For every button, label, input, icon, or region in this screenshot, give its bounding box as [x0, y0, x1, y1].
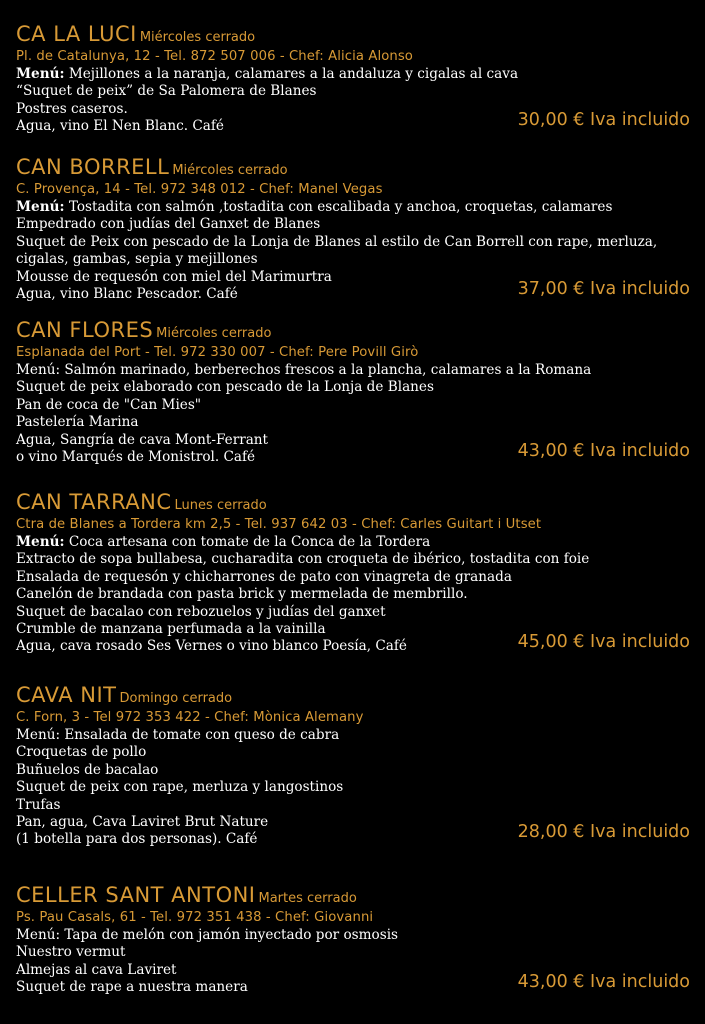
restaurant-name: CELLER SANT ANTONI [16, 883, 256, 907]
restaurant-info: Pl. de Catalunya, 12 - Tel. 872 507 006 - Chef: Alicia Alonso [16, 49, 413, 64]
price: 28,00 € Iva incluido [517, 822, 690, 842]
menu-item: Coca artesana con tomate de la Conca de la Tordera [68, 534, 431, 550]
menu-line [16, 199, 696, 216]
menu-line: Croquetas de pollo [16, 744, 147, 761]
restaurant-can-borrell [16, 157, 696, 303]
restaurant-heading [16, 492, 696, 516]
closing-day: Miércoles cerrado [139, 30, 256, 45]
menu-line: Crumble de manzana perfumada a la vainilla [16, 621, 326, 638]
menu-line: Agua, Sangría de cava Mont-Ferrant [16, 431, 269, 448]
menu-label: Menú: [16, 534, 65, 550]
restaurant-heading [16, 320, 696, 344]
menu-label: Menú: [16, 66, 65, 82]
restaurant-name: CA LA LUCI [16, 22, 137, 46]
restaurant-cava-nit [16, 685, 696, 849]
menu-line [16, 66, 696, 83]
menu-line: Suquet de bacalao con rebozuelos y judías del ganxet [16, 603, 386, 620]
menu-line: cigalas, gambas, sepia y mejillones [16, 251, 258, 268]
restaurant-ca-la-luci [16, 24, 696, 136]
menu-line: Pan de coca de "Can Mies" [16, 396, 202, 413]
menu-line: Almejas al cava Laviret [16, 961, 177, 978]
menu-line: “Suquet de peix” de Sa Palomera de Blanes [16, 83, 317, 100]
price: 37,00 € Iva incluido [517, 279, 690, 299]
menu-line: Pastelería Marina [16, 414, 139, 431]
menu-line: Extracto de sopa bullabesa, cucharadita con croqueta de ibérico, tostadita con foie [16, 551, 590, 568]
restaurant-can-tarranc [16, 492, 696, 656]
restaurant-info: C. Forn, 3 - Tel 972 353 422 - Chef: Mònica Alemany [16, 710, 364, 725]
closing-day: Lunes cerrado [174, 498, 267, 513]
restaurant-celler-sant-antoni [16, 885, 696, 997]
price: 43,00 € Iva incluido [517, 441, 690, 461]
price: 43,00 € Iva incluido [517, 972, 690, 992]
restaurant-heading [16, 685, 696, 709]
menu-label: Menú: [16, 199, 65, 215]
restaurant-name: CAVA NIT [16, 683, 117, 707]
menu-line: Nuestro vermut [16, 944, 126, 961]
restaurant-info: Esplanada del Port - Tel. 972 330 007 - Chef: Pere Povill Girò [16, 345, 419, 360]
menu-line: Suquet de peix con rape, merluza y langostinos [16, 779, 344, 796]
menu-line: Suquet de peix elaborado con pescado de la Lonja de Blanes [16, 379, 434, 396]
menu-line: o vino Marqués de Monistrol. Café [16, 449, 256, 466]
restaurant-heading [16, 885, 696, 909]
menu-item: Tostadita con salmón ,tostadita con escalibada y anchoa, croquetas, calamares [68, 199, 613, 215]
restaurant-name: CAN TARRANC [16, 490, 172, 514]
closing-day: Miércoles cerrado [156, 326, 272, 341]
menu-line: Canelón de brandada con pasta brick y mermelada de membrillo. [16, 586, 468, 603]
price: 45,00 € Iva incluido [517, 632, 690, 652]
menu-line: Agua, vino Blanc Pescador. Café [16, 286, 238, 303]
closing-day: Miércoles cerrado [172, 163, 288, 178]
menu-line: Mousse de requesón con miel del Marimurtra [16, 268, 332, 285]
menu-line: Pan, agua, Cava Laviret Brut Nature [16, 814, 269, 831]
menu-line: Ensalada de requesón y chicharrones de pato con vinagreta de granada [16, 568, 512, 585]
menu-line: Agua, vino El Nen Blanc. Café [16, 118, 224, 135]
restaurant-can-flores [16, 320, 696, 466]
menu-line: Menú: Tapa de melón con jamón inyectado por osmosis [16, 927, 399, 943]
restaurant-info: Ctra de Blanes a Tordera km 2,5 - Tel. 937 642 03 - Chef: Carles Guitart i Utset [16, 517, 542, 532]
restaurant-heading [16, 157, 696, 181]
menu-line: Trufas [16, 796, 61, 813]
restaurant-heading [16, 24, 696, 48]
closing-day: Martes cerrado [258, 891, 357, 906]
restaurant-info: C. Provença, 14 - Tel. 972 348 012 - Chef: Manel Vegas [16, 182, 383, 197]
restaurant-name: CAN BORRELL [16, 155, 170, 179]
menu-line: Menú: Ensalada de tomate con queso de cabra [16, 727, 340, 743]
menu-line: (1 botella para dos personas). Café [16, 831, 258, 848]
menu-line: Buñuelos de bacalao [16, 761, 159, 778]
menu-line: Suquet de Peix con pescado de la Lonja de Blanes al estilo de Can Borrell con rape, merluza, [16, 233, 658, 250]
menu-item: Mejillones a la naranja, calamares a la andaluza y cigalas al cava [68, 66, 519, 82]
menu-line: Agua, cava rosado Ses Vernes o vino blanco Poesía, Café [16, 638, 407, 655]
menu-line: Menú: Salmón marinado, berberechos frescos a la plancha, calamares a la Romana [16, 362, 592, 378]
menu-line: Postres caseros. [16, 100, 128, 117]
restaurant-info: Ps. Pau Casals, 61 - Tel. 972 351 438 - Chef: Giovanni [16, 910, 374, 925]
menu-line [16, 534, 696, 551]
price: 30,00 € Iva incluido [517, 110, 690, 130]
menu-line: Empedrado con judías del Ganxet de Blanes [16, 216, 321, 233]
closing-day: Domingo cerrado [119, 691, 233, 706]
restaurant-name: CAN FLORES [16, 318, 154, 342]
menu-line: Suquet de rape a nuestra manera [16, 979, 248, 996]
